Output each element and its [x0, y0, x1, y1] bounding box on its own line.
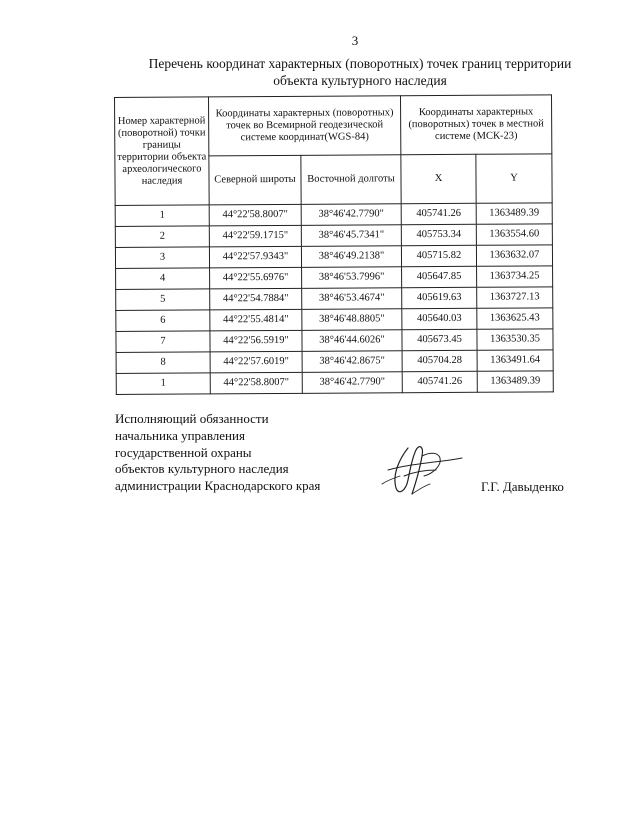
cell-y: 1363625.43: [477, 308, 553, 329]
cell-point: 1: [116, 373, 210, 395]
cell-latitude: 44°22'56.5919": [210, 330, 302, 352]
cell-longitude: 38°46'49.2138": [301, 246, 401, 268]
cell-point: 2: [115, 226, 209, 248]
document-title: [115, 55, 605, 89]
cell-point: 4: [116, 268, 210, 290]
cell-latitude: 44°22'58.8007": [209, 204, 301, 226]
cell-longitude: 38°46'44.6026": [302, 330, 402, 352]
table-row: [116, 371, 553, 395]
cell-x: 405753.34: [401, 224, 476, 245]
header-longitude: Восточной долготы: [301, 155, 401, 205]
signer-name: Г.Г. Давыденко: [481, 479, 564, 494]
cell-x: 405704.28: [402, 350, 477, 371]
cell-x: 405640.03: [402, 308, 477, 329]
cell-longitude: 38°46'48.8805": [302, 309, 402, 331]
cell-y: 1363530.35: [477, 329, 553, 350]
cell-latitude: 44°22'55.6976": [210, 267, 302, 289]
table-row: [116, 350, 553, 374]
cell-longitude: 38°46'53.7996": [302, 267, 402, 289]
cell-y: 1363554.60: [476, 224, 552, 245]
cell-longitude: 38°46'45.7341": [301, 225, 401, 247]
header-y: Y: [476, 154, 552, 203]
cell-longitude: 38°46'42.7790": [301, 204, 401, 226]
cell-y: 1363734.25: [477, 266, 553, 287]
page-number: 3: [351, 33, 359, 48]
signer-position-line: объектов культурного наследия: [115, 461, 289, 477]
table-row: [116, 266, 553, 290]
table-row: [116, 308, 553, 332]
title-line-1: Перечень координат характерных (поворотных) точек границ территории: [148, 56, 572, 71]
cell-x: 405715.82: [401, 245, 476, 266]
cell-x: 405741.26: [401, 203, 476, 224]
cell-y: 1363489.39: [476, 203, 552, 224]
table-row: [116, 287, 553, 311]
cell-latitude: 44°22'57.6019": [210, 351, 302, 373]
cell-x: 405619.63: [402, 287, 477, 308]
title-line-2: объекта культурного наследия: [273, 73, 447, 88]
cell-x: 405741.26: [402, 371, 477, 392]
cell-latitude: 44°22'57.9343": [209, 246, 301, 268]
coordinates-table: [114, 94, 554, 395]
cell-point: 5: [116, 289, 210, 311]
header-x: X: [401, 154, 476, 203]
signer-position-line: государственной охраны: [115, 444, 252, 460]
table-row: [116, 329, 553, 353]
cell-latitude: 44°22'55.4814": [210, 309, 302, 331]
table-row: [115, 224, 552, 248]
cell-point: 3: [115, 247, 209, 269]
cell-latitude: 44°22'58.8007": [210, 372, 302, 394]
table-row: [115, 245, 552, 269]
cell-y: 1363489.39: [477, 371, 553, 392]
signature-block: [115, 411, 320, 495]
cell-point: 7: [116, 331, 210, 353]
header-wgs84-group: Координаты характерных (поворотных) точек во Всемирной геодезической системе координат(WGS-84): [209, 96, 401, 156]
cell-point: 8: [116, 352, 210, 374]
cell-longitude: 38°46'42.8675": [302, 351, 402, 373]
cell-y: 1363727.13: [477, 287, 553, 308]
cell-y: 1363491.64: [477, 350, 553, 371]
cell-x: 405673.45: [402, 329, 477, 350]
cell-longitude: 38°46'53.4674": [302, 288, 402, 310]
cell-y: 1363632.07: [476, 245, 552, 266]
header-point-number: Номер характерной (поворотной) точки границы территории объекта археологического наследия: [115, 97, 210, 206]
signer-position-line: администрации Краснодарского края: [115, 478, 321, 494]
table-row: [115, 203, 552, 227]
cell-point: 6: [116, 310, 210, 332]
handwritten-signature: [378, 440, 468, 502]
header-latitude: Северной широты: [209, 155, 301, 205]
signer-position-line: Исполняющий обязанности: [115, 411, 269, 426]
cell-point: 1: [115, 205, 209, 227]
cell-latitude: 44°22'59.1715": [209, 225, 301, 247]
cell-longitude: 38°46'42.7790": [302, 372, 402, 394]
signer-position-line: начальника управления: [115, 427, 245, 443]
header-msk23-group: Координаты характерных (поворотных) точек в местной системе (МСК-23): [400, 95, 551, 155]
cell-latitude: 44°22'54.7884": [210, 288, 302, 310]
cell-x: 405647.85: [402, 266, 477, 287]
